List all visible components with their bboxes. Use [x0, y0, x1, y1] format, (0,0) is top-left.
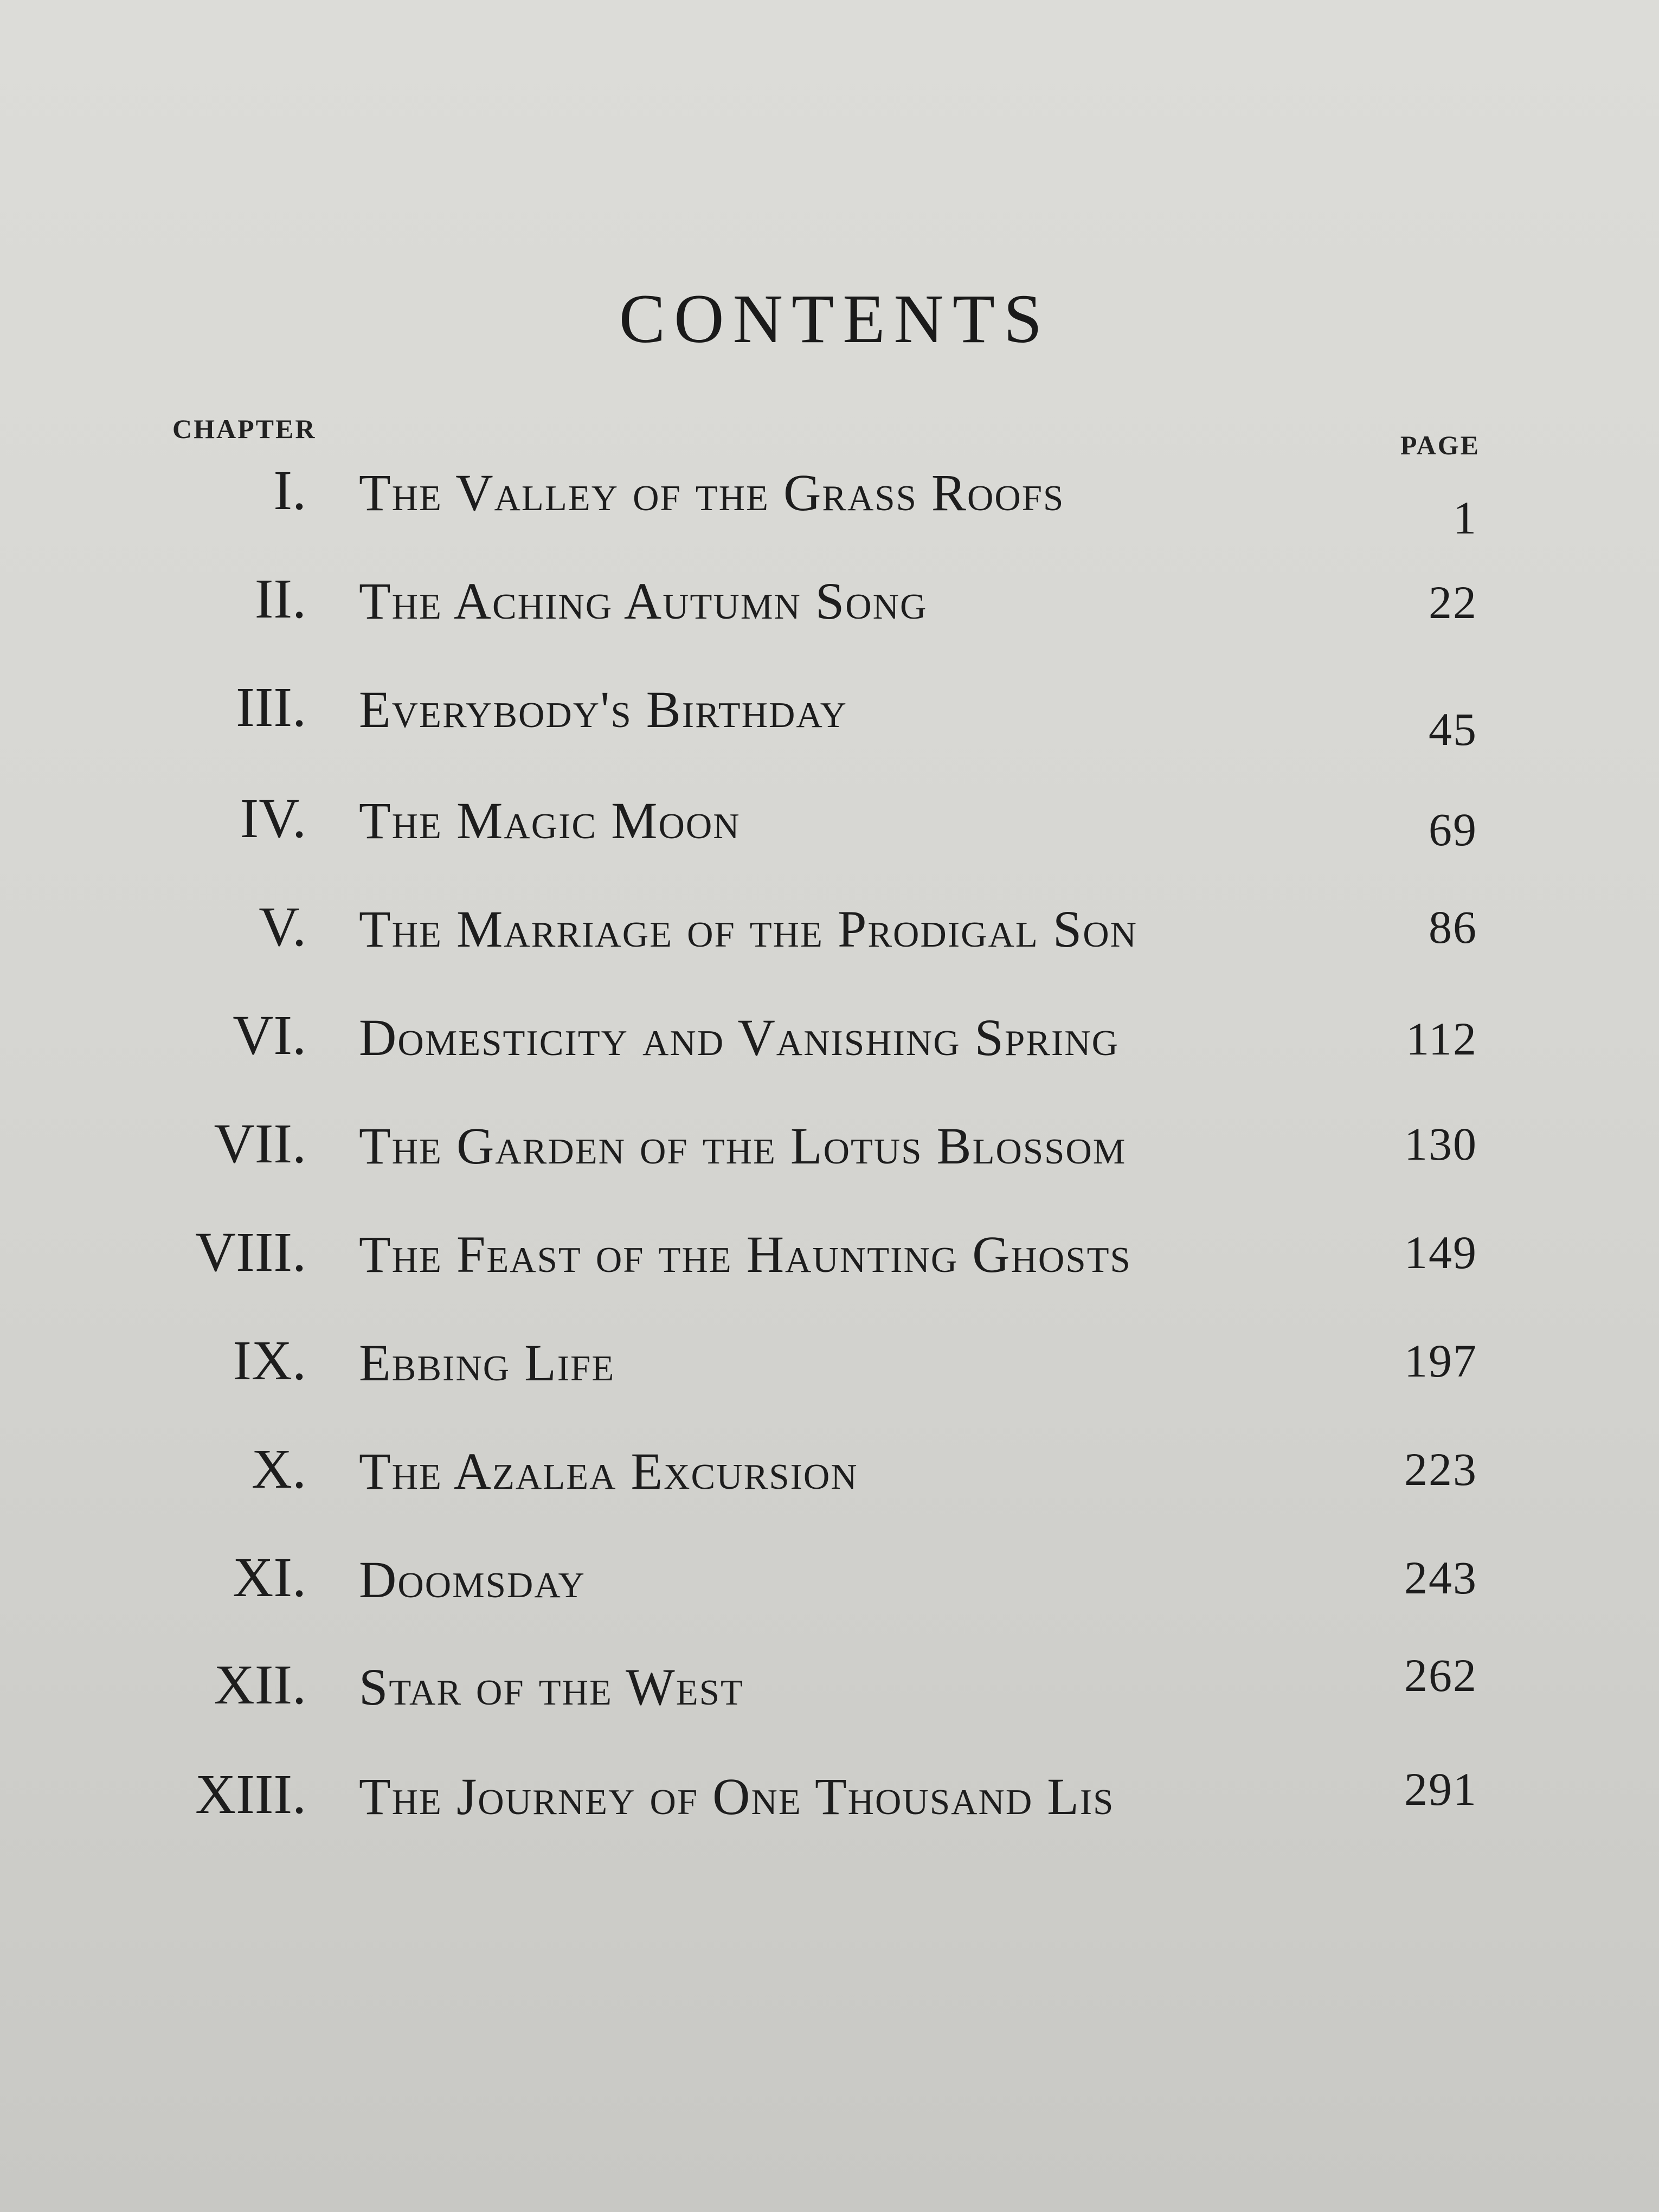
- toc-row: [0, 895, 1659, 976]
- chapter-page: 130: [1404, 1118, 1477, 1170]
- chapter-number: I.: [273, 459, 306, 522]
- chapter-number: II.: [254, 568, 306, 630]
- toc-row: [0, 1003, 1659, 1084]
- chapter-number: IV.: [240, 787, 306, 850]
- chapter-page: 86: [1429, 901, 1477, 953]
- page-column-header: PAGE: [1400, 430, 1480, 460]
- toc-row: [0, 786, 1659, 867]
- toc-row: [0, 675, 1659, 756]
- chapter-title: The Valley of the Grass Roofs: [359, 464, 1065, 522]
- toc-row: [0, 1762, 1659, 1843]
- chapter-title: The Magic Moon: [359, 792, 741, 850]
- chapter-title: Everybody's Birthday: [359, 680, 848, 738]
- chapter-number: III.: [236, 676, 306, 738]
- chapter-page: 197: [1404, 1335, 1477, 1387]
- chapter-number: XII.: [214, 1654, 306, 1716]
- chapter-title: Domesticity and Vanishing Spring: [359, 1008, 1120, 1066]
- chapter-title: The Journey of One Thousand Lis: [359, 1767, 1115, 1825]
- page-title: CONTENTS: [619, 280, 1051, 357]
- chapter-number: XIII.: [195, 1763, 306, 1825]
- chapter-page: 223: [1404, 1443, 1477, 1495]
- chapter-number: V.: [259, 896, 306, 958]
- chapter-number: VI.: [233, 1004, 306, 1066]
- chapter-title: The Marriage of the Prodigal Son: [359, 900, 1137, 958]
- chapter-page: 291: [1404, 1763, 1477, 1815]
- chapter-title: Doomsday: [359, 1551, 586, 1609]
- chapter-title: Ebbing Life: [359, 1334, 615, 1392]
- chapter-title: The Feast of the Haunting Ghosts: [359, 1225, 1131, 1283]
- toc-row: [0, 567, 1659, 648]
- chapter-number: VIII.: [195, 1221, 306, 1283]
- chapter-title: Star of the West: [359, 1658, 744, 1716]
- chapter-number: VII.: [214, 1113, 306, 1175]
- toc-row: [0, 1649, 1659, 1734]
- chapter-number: XI.: [233, 1546, 306, 1609]
- chapter-page: 1: [1453, 492, 1477, 544]
- chapter-page: 69: [1429, 803, 1477, 856]
- toc-row: [0, 1220, 1659, 1301]
- chapter-title: The Garden of the Lotus Blossom: [359, 1117, 1127, 1175]
- toc-row: [0, 1545, 1659, 1626]
- chapter-page: 243: [1404, 1552, 1477, 1604]
- chapter-title: The Azalea Excursion: [359, 1442, 858, 1500]
- toc-row: [0, 1328, 1659, 1410]
- chapter-title: The Aching Autumn Song: [359, 572, 928, 630]
- chapter-page: 149: [1404, 1226, 1477, 1278]
- chapter-page: 22: [1429, 576, 1477, 628]
- toc-row: [0, 1111, 1659, 1193]
- chapter-number: IX.: [233, 1329, 306, 1392]
- chapter-page: 45: [1429, 703, 1477, 755]
- toc-row: [0, 458, 1659, 544]
- chapter-column-header: CHAPTER: [172, 414, 317, 444]
- toc-row: [0, 1437, 1659, 1518]
- chapter-number: X.: [251, 1438, 306, 1500]
- chapter-page: 262: [1404, 1649, 1477, 1701]
- chapter-page: 112: [1406, 1013, 1477, 1065]
